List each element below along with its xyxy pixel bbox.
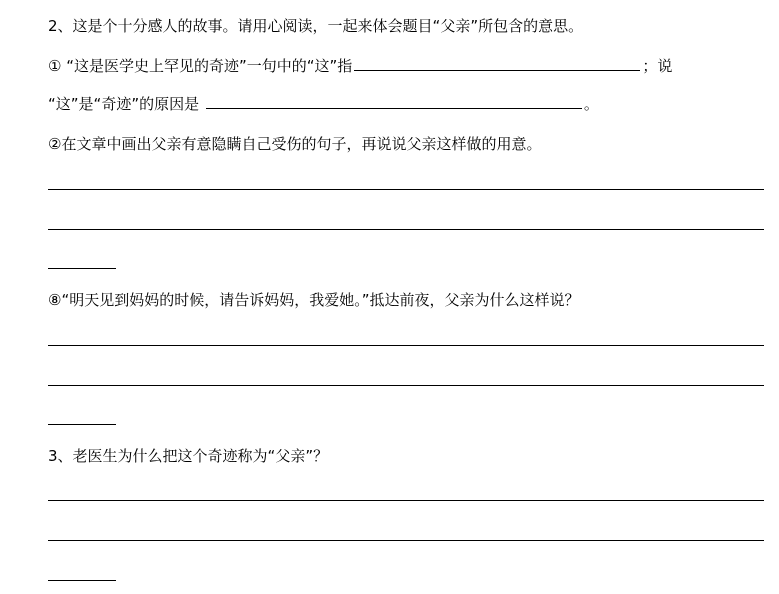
answer-line[interactable]: [48, 580, 116, 581]
question-2-part-3: ⑧“明天见到妈妈的时候，请告诉妈妈，我爱她。”抵达前夜，父亲为什么这样说？: [48, 291, 580, 309]
answer-line[interactable]: [48, 385, 764, 386]
answer-line[interactable]: [48, 189, 764, 190]
answer-line[interactable]: [48, 500, 764, 501]
question-2-part-2: ②在文章中画出父亲有意隐瞒自己受伤的句子，再说说父亲这样做的用意。: [48, 135, 542, 153]
answer-line[interactable]: [48, 268, 116, 269]
part-1-reason-end: 。: [583, 95, 599, 113]
question-2-part-1-line-1: [48, 56, 672, 76]
part-1-reason-prompt: “这”是“奇迹”的原因是: [48, 95, 204, 113]
answer-line[interactable]: [48, 424, 116, 425]
part-1-trailing-text: ；说: [642, 57, 673, 75]
answer-line[interactable]: [48, 345, 764, 346]
question-2-intro: 2、这是个十分感人的故事。请用心阅读，一起来体会题目“父亲”所包含的意思。: [48, 17, 584, 35]
answer-blank-this-refers-to[interactable]: [354, 56, 640, 71]
part-1-prompt: ① “这是医学史上罕见的奇迹”一句中的“这”指: [48, 57, 353, 75]
answer-line[interactable]: [48, 229, 764, 230]
answer-blank-miracle-reason[interactable]: [206, 94, 582, 109]
question-2-part-1-line-2: [48, 94, 599, 114]
answer-line[interactable]: [48, 540, 764, 541]
question-3: 3、老医生为什么把这个奇迹称为“父亲”？: [48, 447, 329, 465]
